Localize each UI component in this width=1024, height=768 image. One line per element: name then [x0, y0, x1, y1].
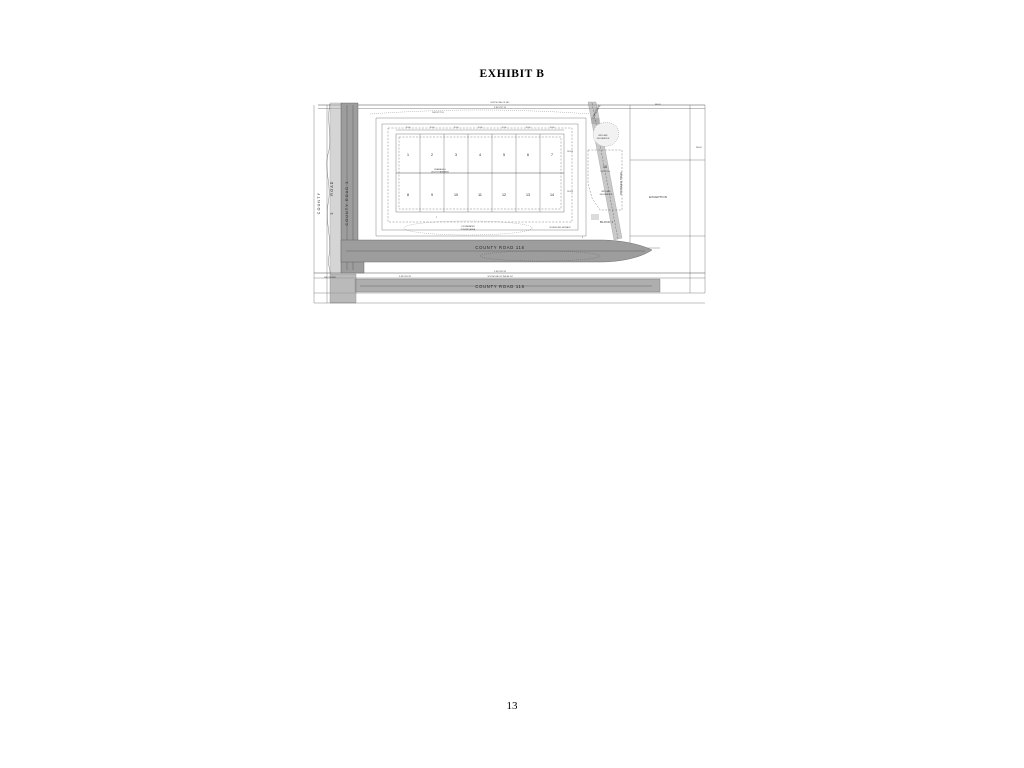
misc-label: 330.00 — [696, 147, 702, 149]
lot-label: 2 — [431, 153, 433, 157]
lot-label: 11 — [478, 193, 482, 197]
note-bearing-4: S 89°51'30' W — [399, 276, 411, 278]
lot-label: 10 — [454, 193, 458, 197]
block-label: BLOCK 1 — [600, 220, 614, 224]
dimension-label: 75.00 — [501, 127, 507, 129]
page-number: 13 — [506, 700, 518, 712]
note-south-line: SOUTH LINE OF THE NE 1/4 — [487, 276, 513, 278]
lot-label: 13 — [526, 193, 530, 197]
lot-label: 9 — [431, 193, 433, 197]
note-bearing-3: S 89°51'30' W — [494, 271, 506, 273]
wetland-note-line2: DELINEATION — [596, 138, 610, 140]
misc-label: 660.00 — [655, 104, 661, 106]
dimension-label: 75.00 — [525, 127, 531, 129]
ponding-note-line2: PONDING AREA — [460, 229, 476, 231]
plat-drawing — [300, 88, 710, 323]
note-setback: 30' BUILDING SETBACK — [549, 227, 571, 229]
lot-label: 4 — [479, 153, 481, 157]
lot-block — [396, 134, 564, 212]
road-label-county-road-3: COUNTY ROAD 3 — [345, 180, 349, 226]
misc-label: 3 — [582, 237, 584, 239]
lot-label: 7 — [551, 153, 553, 157]
note-corner: SW CORNER — [324, 277, 336, 279]
outlot-number: 16 — [602, 165, 608, 169]
road-label-county-116: COUNTY ROAD 116 — [475, 245, 525, 250]
lot-label: 14 — [550, 193, 554, 197]
stormwater-ponding-area — [404, 221, 532, 235]
dimension-label: 75.00 — [453, 127, 459, 129]
dimension-label: 75.00 — [477, 127, 483, 129]
lot-label: 3 — [455, 153, 457, 157]
exception-label: EXCEPTION — [649, 195, 667, 199]
lot-label: 12 — [502, 193, 506, 197]
dimension-label: 75.00 — [405, 127, 411, 129]
svg-text:UTILITY EASEMENT: UTILITY EASEMENT — [431, 171, 449, 174]
dimension-label: 75.00 — [549, 127, 555, 129]
dimension-ticks-top — [396, 127, 564, 130]
wetland-note: WETLAND — [598, 135, 608, 137]
outlot-sub-label: OUTLOT A — [600, 171, 610, 173]
road-label-county: COUNTY — [317, 191, 321, 215]
misc-label: 2 — [436, 217, 438, 219]
dimension-label: 130.00 — [567, 151, 573, 153]
road-label-pioneer-trail: PIONEER TRAIL — [619, 171, 623, 195]
road-label-road: ROAD — [330, 180, 334, 196]
road-label-county-116-lower: COUNTY ROAD 116 — [475, 284, 525, 289]
dimension-label: 130.00 — [567, 191, 573, 193]
page-title: EXHIBIT B — [479, 68, 545, 80]
road-label-lakeside: LAKESIDE — [590, 103, 602, 120]
note-bearing-top: S 89°57'21' W — [494, 107, 506, 109]
lot-label: 8 — [407, 193, 409, 197]
ponding-note: STORMWATER — [461, 226, 475, 228]
lot-label: 6 — [527, 153, 529, 157]
dimension-label: 75.00 — [429, 127, 435, 129]
wetland-note-2-line2: DELINEATION — [599, 194, 613, 196]
county-road-116-corridor — [341, 240, 652, 262]
note-bearing-2: N 89°57'21' E — [432, 112, 444, 114]
note-north-line: NORTH LINE OF SEC — [490, 102, 510, 104]
wetland-note-2: WETLAND — [601, 191, 611, 193]
lot-label: 5 — [503, 153, 505, 157]
svg-text:DRAINAGE &: DRAINAGE & — [434, 169, 446, 171]
road-label-3: 3 — [330, 211, 334, 215]
wetland-delineation-area — [593, 123, 618, 147]
lot-label: 1 — [407, 153, 409, 157]
